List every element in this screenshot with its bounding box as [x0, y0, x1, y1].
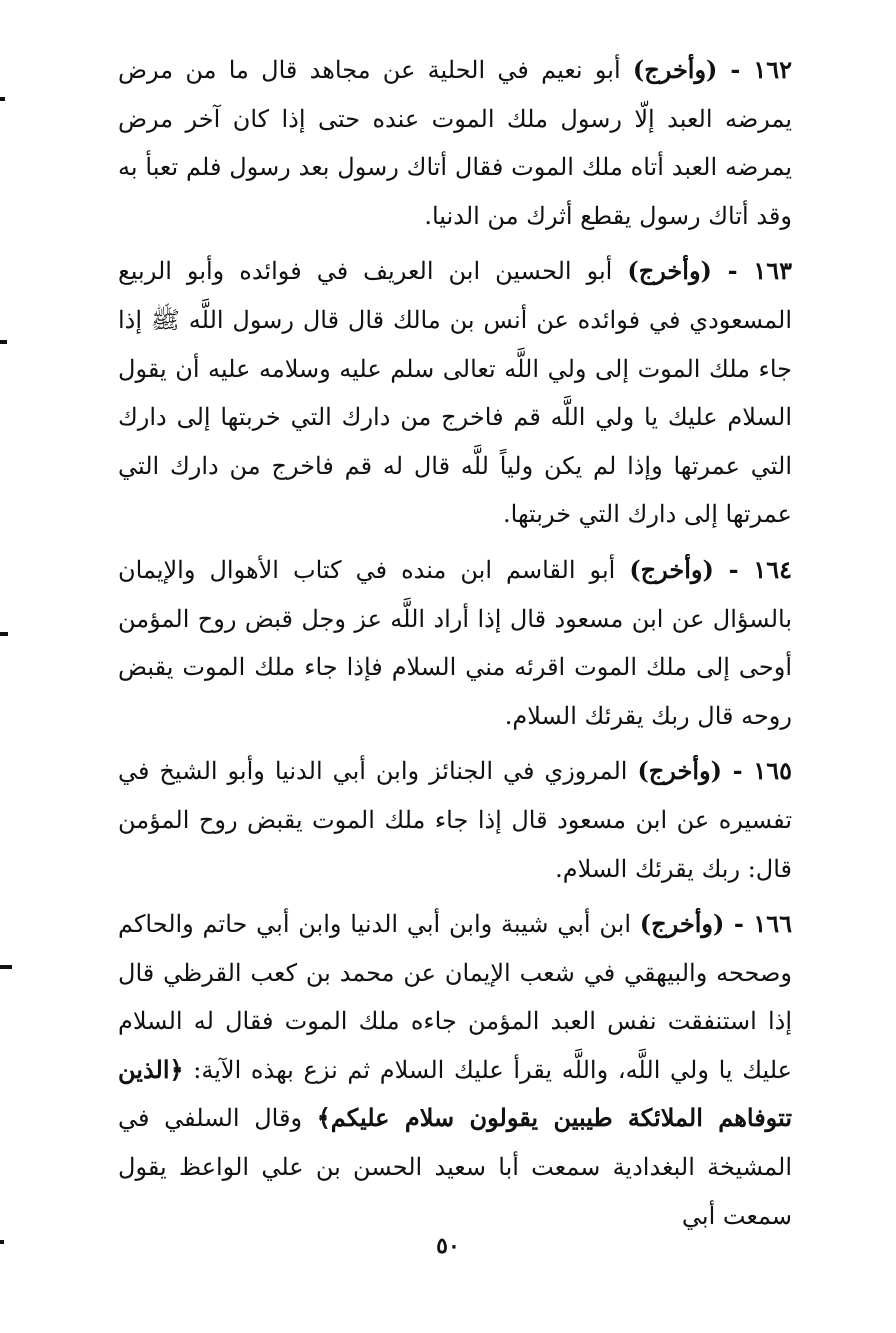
paragraph-164 [118, 546, 792, 740]
narration-keyword: (وأخرج) [639, 909, 725, 939]
scan-edge-mark [0, 97, 5, 101]
paragraph-text-continued: وقال السلفي في المشيخة البغدادية سمعت أبا سعيد الحسن بن علي الواعظ يقول سمعت أبي [118, 1104, 792, 1230]
paragraph-165 [118, 747, 792, 893]
paragraph-text: أبو نعيم في الحلية عن مجاهد قال ما من مرض يمرضه العبد إلّا رسول ملك الموت عنده حتى إذا كان آخر مرض يمرضه العبد أتاه ملك الموت فقال أتاك رسول بعد رسول فلم تعبأ به وقد أتاك رسول يقطع أثرك من الدنيا. [118, 56, 793, 230]
body-text [118, 46, 792, 1240]
paragraph-text: المروزي في الجنائز وابن أبي الدنيا وأبو الشيخ في تفسيره عن ابن مسعود قال إذا جاء ملك الموت يقبض روح المؤمن قال: ربك يقرئك السلام. [118, 757, 792, 883]
scan-edge-mark [0, 965, 12, 969]
page-number: ٥٠ [436, 1233, 460, 1259]
hadith-number: ١٦٢ - [717, 55, 792, 84]
scan-edge-mark [0, 632, 8, 636]
hadith-number: ١٦٥ - [721, 756, 792, 786]
scan-edge-mark [0, 340, 7, 344]
quran-quote: ﴿الذين تتوفاهم الملائكة طيبين يقولون سلام عليكم﴾ [118, 1054, 792, 1133]
paragraph-text: ابن أبي شيبة وابن أبي الدنيا وابن أبي حاتم والحاكم وصححه والبيهقي في شعب الإيمان عن محمد بن كعب القرظي قال إذا استنفقت نفس العبد المؤمن جاءه ملك الموت فقال له السلام عليك يا ولي اللَّه، واللَّه يقرأ عليك السلام ثم نزع بهذه الآية: [118, 910, 792, 1084]
scan-edge-mark [0, 1240, 4, 1244]
hadith-number: ١٦٦ - [724, 909, 792, 939]
paragraph-text: أبو القاسم ابن منده في كتاب الأهوال والإيمان بالسؤال عن ابن مسعود قال إذا أراد اللَّه عز وجل قبض روح المؤمن أوحى إلى ملك الموت اقرئه مني السلام فإذا جاء ملك الموت يقبض روحه قال ربك يقرئك السلام. [118, 555, 792, 730]
paragraph-text: أبو الحسين ابن العريف في فوائده وأبو الربيع المسعودي في فوائده عن أنس بن مالك قال قال رسول اللَّه ﷺ إذا جاء ملك الموت إلى ولي اللَّه تعالى سلم عليه وسلامه عليه أن يقول السلام عليك يا ولي اللَّه قم فاخرج من دارك التي خربتها إلى دارك التي عمرتها وإذا لم يكن ولياً للَّه قال له قم فاخرج من دارك التي عمرتها إلى دارك التي خربتها. [118, 257, 793, 529]
narration-keyword: (وأخرج) [629, 554, 714, 584]
narration-keyword: (وأخرج) [632, 55, 718, 84]
narration-keyword: (وأخرج) [627, 256, 712, 286]
paragraph-162 [118, 46, 792, 240]
hadith-number: ١٦٣ - [711, 256, 793, 286]
narration-keyword: (وأخرج) [637, 756, 722, 786]
hadith-number: ١٦٤ - [713, 554, 793, 584]
paragraph-166 [118, 900, 792, 1240]
paragraph-163 [118, 247, 792, 539]
